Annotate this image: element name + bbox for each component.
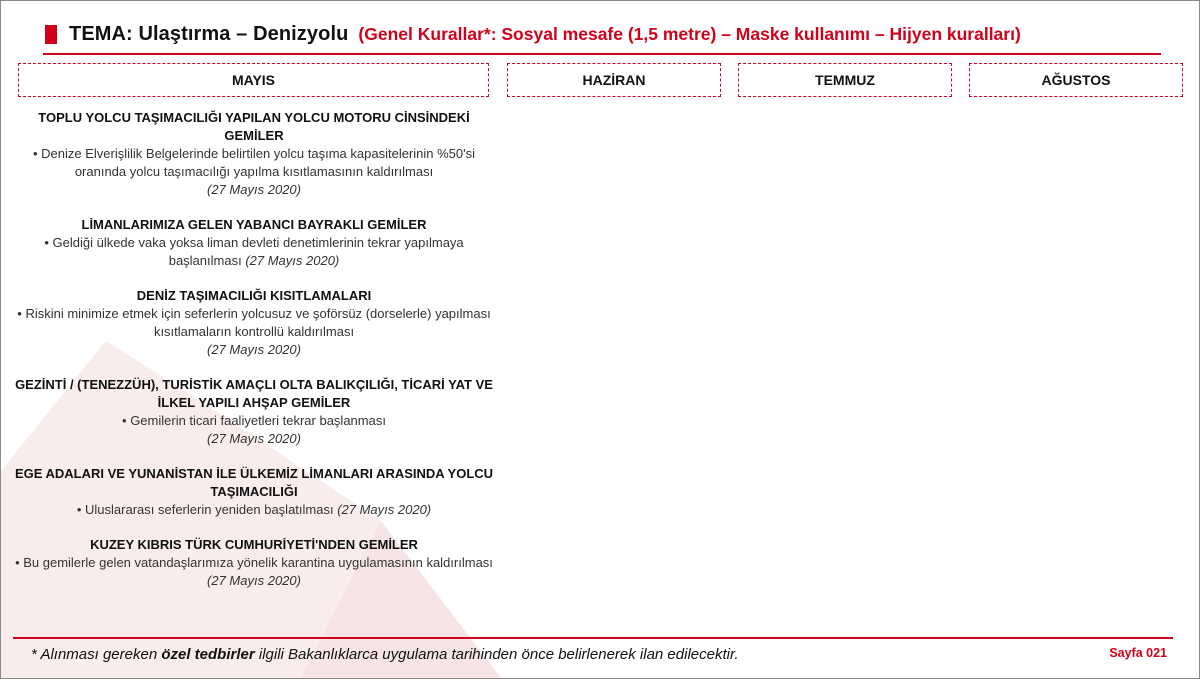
measure-body: • Gemilerin ticari faaliyetleri tekrar başlanması: [122, 413, 386, 428]
measure-title: KUZEY KIBRIS TÜRK CUMHURİYETİ'NDEN GEMİLER: [90, 537, 418, 552]
measure-block: [13, 216, 495, 270]
header-marker: [45, 25, 57, 44]
measure-body: • Geldiği ülkede vaka yoksa liman devleti denetimlerinin tekrar yapılmaya başlanılması (27 Mayıs 2020): [44, 235, 464, 268]
general-rules: (Genel Kurallar*: Sosyal mesafe (1,5 metre) – Maske kullanımı – Hijyen kuralları): [358, 23, 1021, 44]
measure-block: [13, 376, 495, 448]
footer-note: * Alınması gereken özel tedbirler ilgili Bakanlıklarca uygulama tarihinden önce belirlenerek ilan edilecektir.: [31, 646, 739, 663]
page-number: Sayfa 021: [1109, 646, 1167, 660]
measure-date: (27 Mayıs 2020): [207, 342, 301, 357]
may-content: [13, 109, 495, 607]
measure-body: • Denize Elverişlilik Belgelerinde belirtilen yolcu taşıma kapasitelerinin %50'si oranında yolcu taşımacılığı yapılma kısıtlamasının kaldırılması: [32, 146, 475, 179]
measure-block: [13, 536, 495, 590]
measure-date: (27 Mayıs 2020): [337, 502, 432, 517]
measure-body: • Uluslararası seferlerin yeniden başlatılması (27 Mayıs 2020): [76, 502, 432, 517]
measure-title: TOPLU YOLCU TAŞIMACILIĞI YAPILAN YOLCU MOTORU CİNSİNDEKİ GEMİLER: [38, 110, 470, 143]
measure-title: EGE ADALARI VE YUNANİSTAN İLE ÜLKEMİZ LİMANLARI ARASINDA YOLCU TAŞIMACILIĞI: [14, 466, 494, 499]
column-header-july: TEMMUZ: [738, 63, 952, 97]
footer-divider: [13, 637, 1173, 639]
measure-date: (27 Mayıs 2020): [207, 573, 301, 588]
column-header-may: MAYIS: [18, 63, 489, 97]
header: [45, 19, 1021, 49]
column-header-august: AĞUSTOS: [969, 63, 1183, 97]
measure-title: GEZİNTİ / (TENEZZÜH), TURİSTİK AMAÇLI OLTA BALIKÇILIĞI, TİCARİ YAT VE İLKEL YAPILI AHŞAP GEMİLER: [15, 377, 493, 410]
measure-body: • Bu gemilerle gelen vatandaşlarımıza yönelik karantina uygulamasının kaldırılması (27 Mayıs 2020): [15, 555, 493, 588]
measure-body: • Riskini minimize etmek için seferlerin yolcusuz ve şoförsüz (dorselerle) yapılması kısıtlamaların kontrollü kaldırılması: [17, 306, 491, 339]
measure-title: LİMANLARIMIZA GELEN YABANCI BAYRAKLI GEMİLER: [81, 217, 427, 232]
footer-note-emphasis: özel tedbirler: [161, 646, 255, 663]
measure-title: DENİZ TAŞIMACILIĞI KISITLAMALARI: [136, 288, 372, 303]
measure-block: [13, 109, 495, 199]
measure-block: [13, 287, 495, 359]
measure-date: (27 Mayıs 2020): [207, 431, 301, 446]
measure-block: [13, 465, 495, 519]
header-divider: [43, 53, 1161, 55]
page-title: TEMA: Ulaştırma – Denizyolu: [69, 22, 349, 45]
measure-date: (27 Mayıs 2020): [245, 253, 340, 268]
measure-date: (27 Mayıs 2020): [207, 182, 301, 197]
column-header-june: HAZİRAN: [507, 63, 721, 97]
